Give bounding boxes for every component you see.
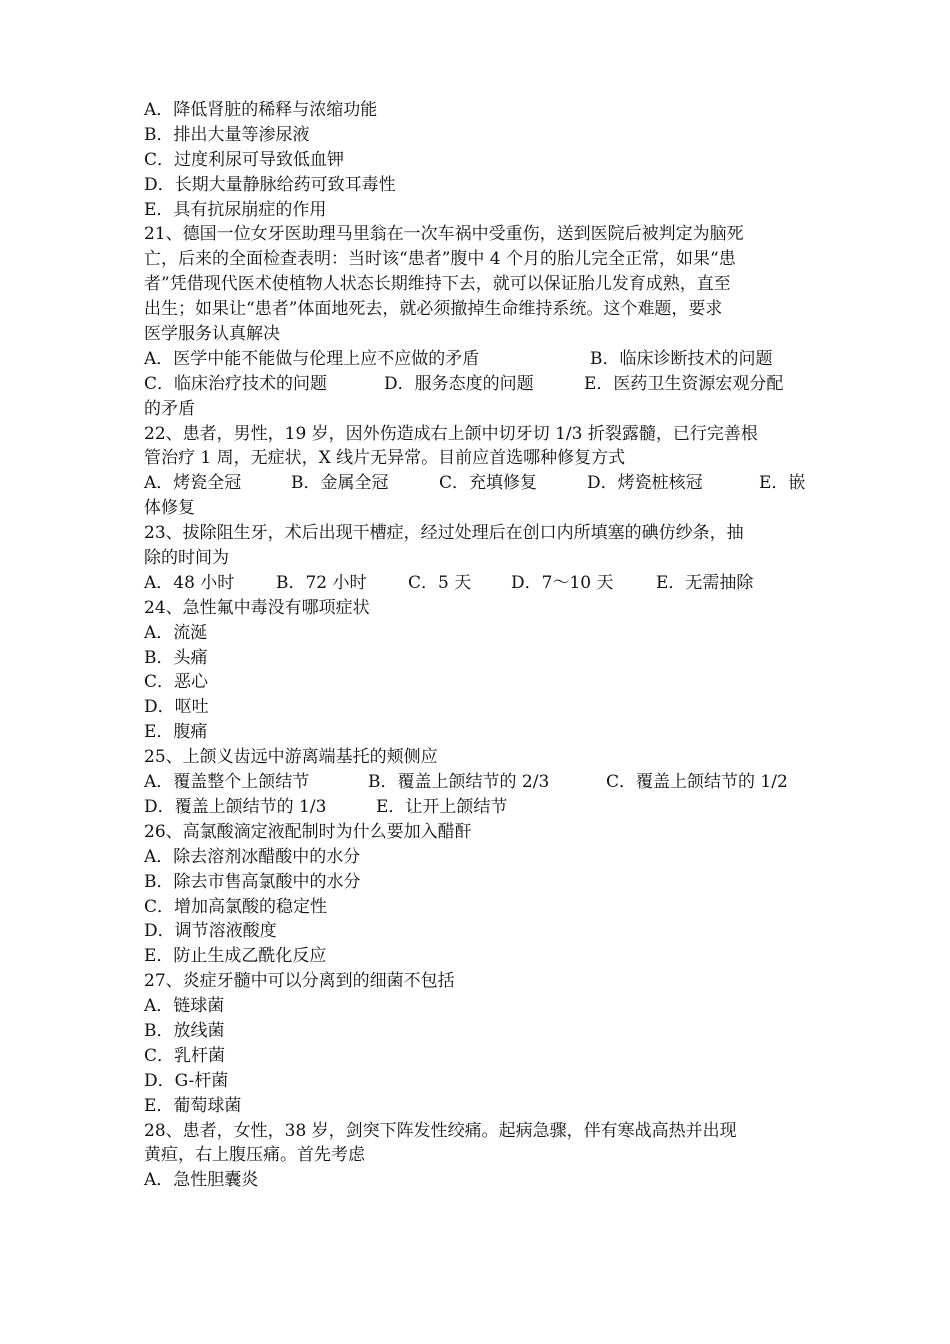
option-e: E．无需抽除 <box>656 572 754 593</box>
option-b: B．临床诊断技术的问题 <box>590 348 773 369</box>
option-b: B．覆盖上颌结节的 2/3 <box>368 772 550 793</box>
question-22-options-row <box>144 471 816 496</box>
question-28-stem: 黄疸，右上腹压痛。首先考虑 <box>144 1145 365 1166</box>
question-27-stem: 27、炎症牙髓中可以分离到的细菌不包括 <box>144 971 455 992</box>
option-c: C．恶心 <box>144 672 209 693</box>
question-21-stem: 出生；如果让“患者”体面地死去，就必须撤掉生命维持系统。这个难题，要求 <box>144 299 723 320</box>
text-line: E．具有抗尿崩症的作用 <box>144 199 327 220</box>
option-e: E．腹痛 <box>144 722 208 743</box>
question-25-options-row <box>144 795 816 820</box>
option-d: D．G-杆菌 <box>144 1070 229 1091</box>
option-a: A．急性胆囊炎 <box>144 1170 259 1191</box>
option-a: A．覆盖整个上颌结节 <box>144 772 310 793</box>
text-line: A．降低肾脏的稀释与浓缩功能 <box>144 100 378 120</box>
question-22-stem: 管治疗 1 周，无症状，X 线片无异常。目前应首选哪种修复方式 <box>144 448 626 469</box>
option-c: C．增加高氯酸的稳定性 <box>144 896 328 917</box>
question-23-stem: 除的时间为 <box>144 548 229 569</box>
question-25-options-row <box>144 770 816 795</box>
option-b: B．金属全冠 <box>291 473 389 494</box>
question-25-stem: 25、上颌义齿远中游离端基托的颊侧应 <box>144 747 438 768</box>
text-line: C．过度利尿可导致低血钾 <box>144 149 345 170</box>
option-b: B．头痛 <box>144 647 208 668</box>
option-c: C．乳杆菌 <box>144 1045 226 1066</box>
option-d: D．覆盖上颌结节的 1/3 <box>144 796 327 817</box>
question-21-stem: 者”凭借现代医术使植物人状态长期维持下去，就可以保证胎儿发育成熟，直至 <box>144 274 731 295</box>
question-24-stem: 24、急性氟中毒没有哪项症状 <box>144 597 370 618</box>
option-d: D．呕吐 <box>144 697 209 718</box>
question-23-options-row <box>144 571 816 596</box>
question-21-stem: 医学服务认真解决 <box>144 324 280 345</box>
option-e: E．医药卫生资源宏观分配 <box>584 373 784 394</box>
question-21-options-row <box>144 372 816 397</box>
option-e: E．防止生成乙酰化反应 <box>144 946 327 967</box>
option-b: B．放线菌 <box>144 1020 225 1041</box>
option-d: D．烤瓷桩核冠 <box>587 473 703 494</box>
question-26-stem: 26、高氯酸滴定液配制时为什么要加入醋酐 <box>144 821 472 842</box>
question-28-stem: 28、患者，女性，38 岁，剑突下阵发性绞痛。起病急骤，伴有寒战高热并出现 <box>144 1120 737 1141</box>
option-a: A．流涎 <box>144 622 208 643</box>
text-line: 体修复 <box>144 498 195 519</box>
option-a: A．链球菌 <box>144 996 225 1017</box>
option-c: C．5 天 <box>408 572 472 593</box>
question-23-stem: 23、拔除阻生牙，术后出现干槽症，经过处理后在创口内所填塞的碘仿纱条，抽 <box>144 523 744 544</box>
option-a: A．医学中能不能做与伦理上应不应做的矛盾 <box>144 348 480 369</box>
option-c: C．临床治疗技术的问题 <box>144 373 328 394</box>
text-line: 的矛盾 <box>144 398 195 419</box>
option-d: D．服务态度的问题 <box>384 373 534 394</box>
text-line: D．长期大量静脉给药可致耳毒性 <box>144 174 396 195</box>
option-c: C．覆盖上颌结节的 1/2 <box>606 772 788 793</box>
option-a: A．48 小时 <box>144 572 235 593</box>
question-21-options-row <box>144 347 816 372</box>
option-a: A．除去溶剂冰醋酸中的水分 <box>144 846 361 867</box>
option-b: B．72 小时 <box>276 572 367 593</box>
option-e: E．让开上颌结节 <box>376 796 508 817</box>
option-e: E．葡萄球菌 <box>144 1095 242 1116</box>
option-e: E．嵌 <box>759 473 806 494</box>
question-22-stem: 22、患者，男性，19 岁，因外伤造成右上颌中切牙切 1/3 折裂露髓，已行完善根 <box>144 423 758 444</box>
question-21-stem: 21、德国一位女牙医助理马里翁在一次车祸中受重伤，送到医院后被判定为脑死 <box>144 224 744 245</box>
page-content <box>144 98 816 1193</box>
option-a: A．烤瓷全冠 <box>144 473 242 494</box>
option-d: D．7～10 天 <box>511 572 614 593</box>
text-line: B．排出大量等渗尿液 <box>144 124 310 145</box>
question-21-stem: 亡，后来的全面检查表明：当时该“患者”腹中 4 个月的胎儿完全正常，如果“患 <box>144 249 736 270</box>
option-b: B．除去市售高氯酸中的水分 <box>144 871 361 892</box>
option-c: C．充填修复 <box>439 473 538 494</box>
option-d: D．调节溶液酸度 <box>144 921 277 942</box>
